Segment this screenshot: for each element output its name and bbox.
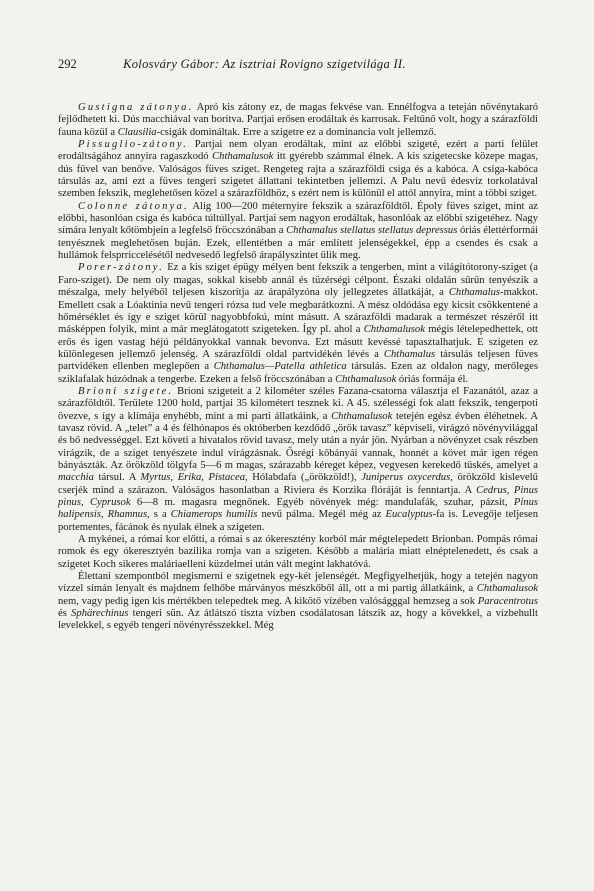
section-heading: Gustigna zátonya. bbox=[78, 102, 194, 113]
text-run: nevű pálma. Megél még az bbox=[257, 509, 386, 521]
text-run: Alig 100—200 méternyire fekszik a szárazföldtől. Époly füves sziget, mint az előbbi, hasonlóan csiga és kabóca túltúllyal. Partjai sem nagyon erodáltak, hasonlóak az előbbi szigetéhez. Nagy símára lenyalt kőtömbjein a legfelső fröccszónában a bbox=[58, 200, 538, 237]
italic-term: Eucalyptus bbox=[385, 509, 433, 521]
section-heading: Pissuglio-zátony. bbox=[78, 139, 189, 151]
italic-term: Chthamalusok bbox=[363, 324, 425, 336]
text-run: társulás. Ezen az oldalon nagy, merőleges sziklafalak húzódnak a tengerbe. Ezeken a felső fröccszónában a bbox=[58, 361, 538, 385]
text-run: , s a bbox=[147, 509, 171, 521]
paragraph bbox=[58, 571, 538, 633]
italic-term: Clausilia bbox=[117, 126, 157, 138]
italic-term: Paracentrotus bbox=[477, 595, 538, 607]
italic-term: Juniperus oxycerdus bbox=[361, 472, 451, 484]
text-run: óriás élettérformái tenyésznek meglehetősen buján. Ezek, ellentétben a már említett jelenségekkel, épp a csendes és csak a hullámok felsprriccelésétől nedvesedő legfelső árapályszintet ülik meg. bbox=[58, 225, 538, 262]
text-run: nem, vagy pedig igen kis mértékben telepedtek meg. A kikötő vízében valóságggal hemzseg a sok bbox=[58, 595, 478, 607]
text-run: tetején egész évben éléhetnek. A tavasz rövid. A „telet” a 4 és félhónapos és októberben kezdődő „örök tavasz” képviseli, virágzó növényvilággal és bő nedvességgel. Ezt követi a hivatalos rövid tavasz, mely után a nyár jön. Nyárban a növényzet csak részben virágzik, de a sziget tenyészete indul virágzásnak. Ősrégi kőbányái vannak, honnét a követ már igen régen bányászták. Az örökzöld tölgyfa 5—6 m magas, szárazabb kéreget képez, vegyesen kerekedő tüskés, amelyet a bbox=[58, 410, 538, 471]
body-text bbox=[58, 102, 538, 633]
italic-term: Myrtus, Erika, Pistacea bbox=[140, 472, 245, 484]
italic-term: Chthamalusok bbox=[335, 373, 397, 385]
running-title: Kolosváry Gábor: Az isztriai Rovigno szigetvilága II. bbox=[123, 57, 406, 71]
text-run: , örökzöld kislevelű cserjék mind a szárazon. Valóságos hasonlatban a Riviera és Korzika flóráját is fenntartja. A bbox=[58, 472, 538, 496]
italic-term: Chthamalusok bbox=[476, 583, 538, 595]
italic-term: Chiamerops humilis bbox=[170, 509, 258, 521]
paragraph bbox=[58, 262, 538, 385]
italic-term: Chthamalus bbox=[448, 287, 501, 299]
text-run: Brioni szigeteit a 2 kilométer széles Fazana-csatorna választja el Fazanától, azaz a szárazföldtől. Területe 1200 hold, partjai 35 kilométert tesznek ki. A 45. szélességi fok alatt fekszik, tengerpoti övezve, s így a klímája enyhébb, mint a mi parti állatkáink, a bbox=[58, 385, 538, 422]
italic-term: Chthamalusok bbox=[212, 151, 274, 163]
italic-term: macchia bbox=[58, 472, 94, 484]
text-run: mégis lételepedhettek, ott erős és igen vastag héjú példányokkal vannak bevonva. Ezt másutt kevéssé tapasztalhatjuk. E szigeten ez különlegesen jellemző jelenség. A szárazföldi oldal partvidékén lévés a bbox=[58, 324, 538, 360]
paragraph bbox=[58, 534, 538, 571]
text-run: itt gyérebb számmal élnek. A kis szigetecske közepe magas, dús fűvel van benőve. Valóságos füves sziget. Rengeteg rajta a szárazföldi csiga és a kabóca. A csiga-kabóca társulás az, ami ezt a füves tengeri szigetet állattani tekintetben jellemzi. A Palu nevű édesvíz torkolatával szemben fekszik, meglehetősen közel a szárazföldhöz, s ezért nem is különül el attól annyira, mint a többi sziget. bbox=[58, 151, 538, 200]
text-run: társulás teljesen füves partvidéken ellenben meglepően a bbox=[58, 348, 538, 373]
text-run: tengeri sün. Az átlátszó tiszta vízben csodálatosan látszik az, hogy a kövekkel, a vízbehullt levelekkel, s egyéb tengeri növényrésszekkel. Még bbox=[58, 608, 538, 632]
text-run: Partjai nem olyan erodáltak, mint az előbbi szigeté, ezért a parti felület erodáltságához annyira ragaszkodó bbox=[58, 139, 538, 163]
italic-term: Chthamalus bbox=[383, 348, 436, 360]
text-run: társul. A bbox=[93, 472, 141, 484]
italic-term: Chthamalus stellatus stellatus depressus bbox=[286, 225, 458, 237]
italic-term: Sphärechinus bbox=[71, 608, 129, 620]
text-run: A mykénei, a római kor előtti, a római s az ókeresztény korból már mégtelepedett Brionban. Pompás római romok és egy ókeresztyén bazilika romja van a szigeten. Később a malária miatt elnéptelenedett, és csak a szigetet Koch sikeres maláriaelleni küzdelmei után vált megint lakhatóvá. bbox=[58, 534, 538, 570]
text-run: -csigák domináltak. Erre a szigetre ez a dominancia volt jellemző. bbox=[156, 126, 437, 138]
italic-term: Chthamalus—Patella athletica bbox=[213, 361, 347, 373]
paragraph bbox=[58, 201, 538, 263]
text-run: Ez a kis sziget épügy mélyen bent fekszik a tengerben, mint a világítótorony-sziget (a Faro-sziget). De nem oly magas, sokkal kisebb annál és tüzérségi célpont. Északi oldalán sűrűn tenyészik a mészalga, mely helyéből teljesen kiszorítja az árapályzóna oly jellegzetes állatkáját, a bbox=[58, 262, 538, 299]
text-run: Élettani szempontból megismerni e szigetnek egy-két jelenségét. Megfigyelhetjük, hogy a tetején nagyon vízzel símán lenyalt és majdnem felhőbe márványos mészkőből áll, ott a mi partig állatkáink, a bbox=[58, 571, 538, 595]
page-number: 292 bbox=[58, 57, 77, 71]
text-run: óriás formája él. bbox=[396, 373, 469, 385]
text-run: és bbox=[58, 608, 72, 620]
paragraph bbox=[58, 139, 538, 201]
text-run: Apró kis zátony ez, de magas fekvése van. Ennélfogva a teteján növénytakaró fejlődhetett ki. Dús macchiával van borítva. Partjai erősen erodáltak és karrosak. Feltűnő volt, hogy a szárazföldi fauna közül a bbox=[58, 102, 539, 138]
text-run: 6—8 m. magasra megnőnek. Egyéb növények még: mandulafák, szuhar, pázsit, bbox=[130, 497, 514, 508]
text-run: -makkot. Emellett csak a Lóaktinia nevű tengeri rózsa tud vele megbarátkozni. A mész oldódása egy kicsit csökkentené a hőmérséklet és így e sziget körül nagyobbfokú, mint másutt. A szárazföldi madarak a természet részéről itt másképpen folyik, mint a már meglátogatott szigeteken. Így pl. ahol a bbox=[58, 287, 538, 336]
text-run: -fa is. Levegője teljesen portementes, fácánok és nyulak élnek a szigeten. bbox=[58, 509, 538, 533]
page-header bbox=[58, 56, 538, 72]
italic-term: Cedrus, Pinus pinus, Cyprusok bbox=[58, 484, 538, 508]
paragraph bbox=[58, 102, 538, 139]
section-heading: Brioni szigete. bbox=[78, 385, 174, 397]
italic-term: Chthamalusok bbox=[331, 410, 393, 422]
section-heading: Colonne zátonya. bbox=[78, 200, 189, 212]
text-run: , Hólabdafa („örökzöld!), bbox=[245, 472, 362, 484]
section-heading: Porer-zátony. bbox=[78, 262, 164, 274]
paragraph bbox=[58, 386, 538, 534]
italic-term: Pinus halipensis, Rhamnus bbox=[58, 497, 538, 521]
